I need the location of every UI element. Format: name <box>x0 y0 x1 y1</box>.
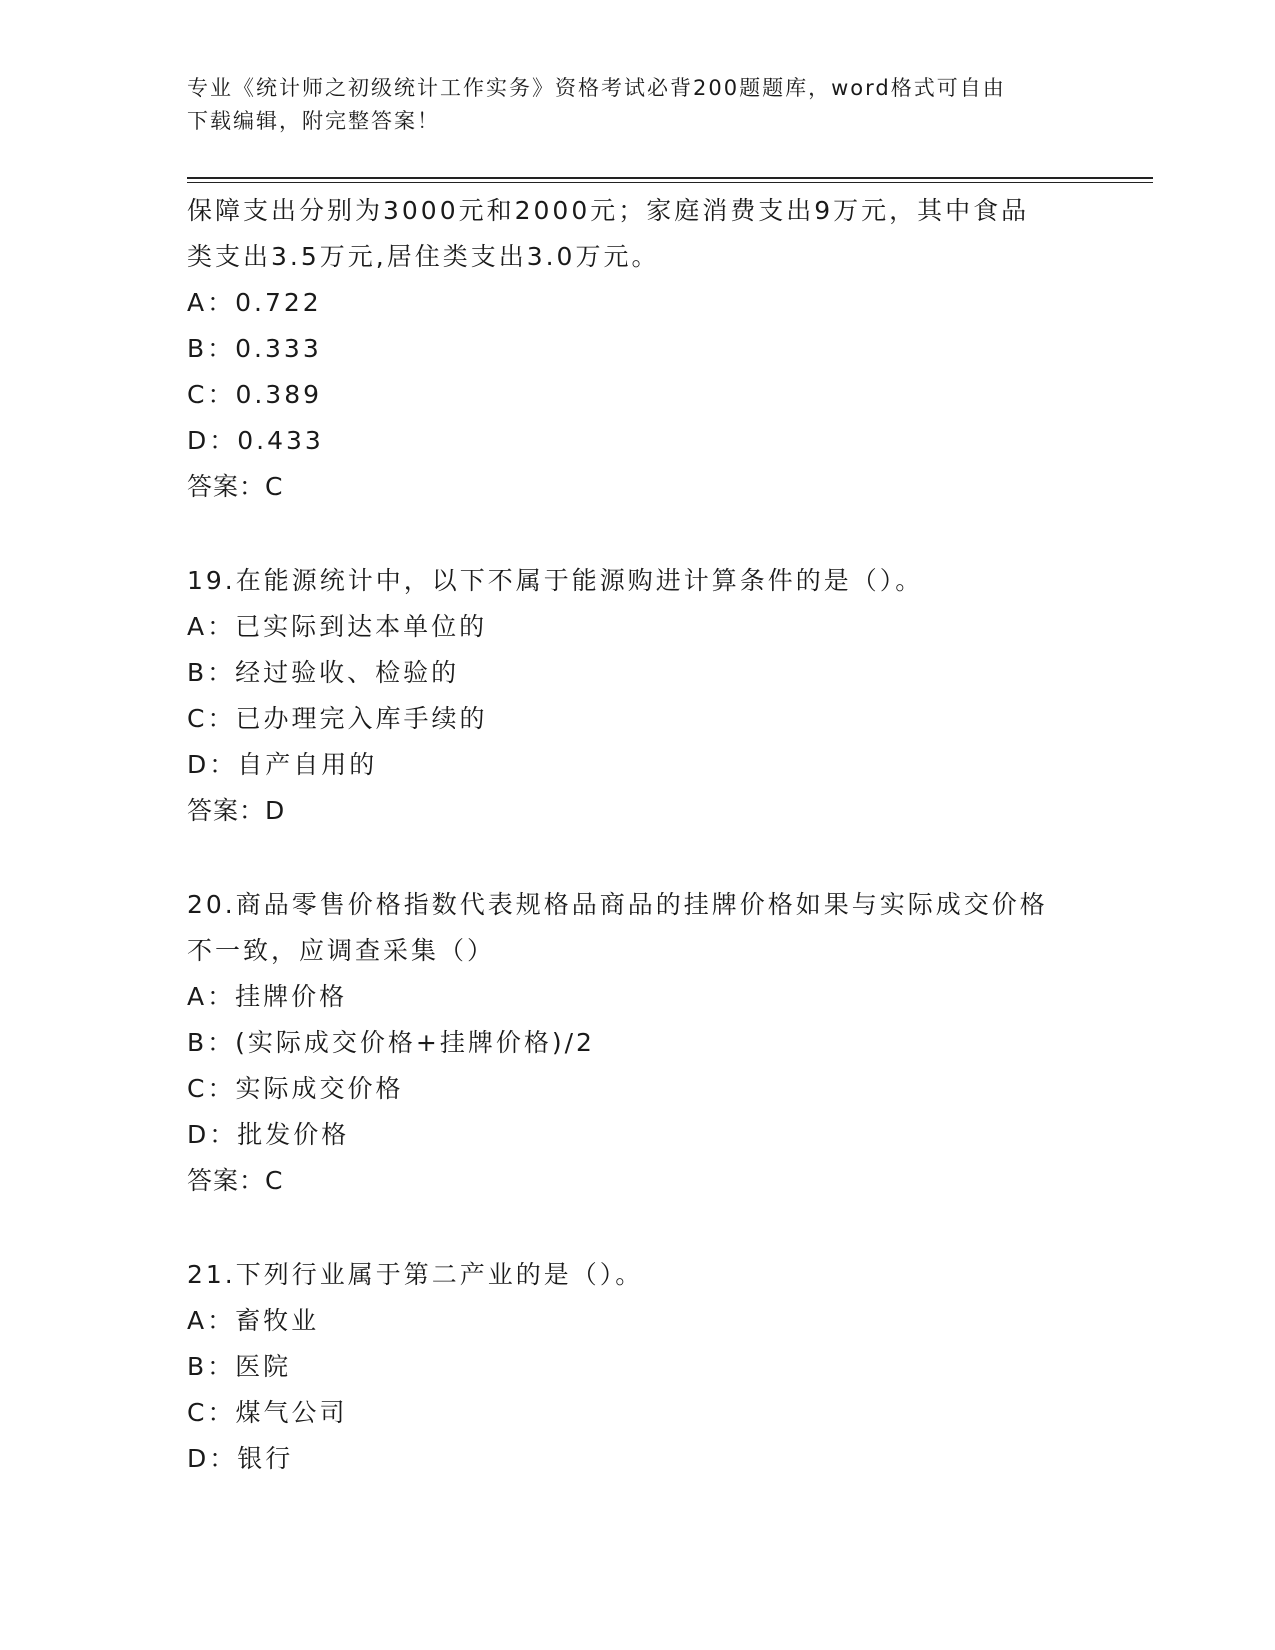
question-19-text: 19.在能源统计中，以下不属于能源购进计算条件的是（）。 <box>187 566 924 595</box>
question-20-text-line-1: 20.商品零售价格指数代表规格品商品的挂牌价格如果与实际成交价格 <box>187 890 1048 919</box>
question-20 <box>187 882 1087 1204</box>
option-c: C：已办理完入库手续的 <box>187 704 488 733</box>
question-19 <box>187 558 1087 834</box>
option-c: C：煤气公司 <box>187 1398 348 1427</box>
answer-line: 答案：C <box>187 1166 284 1195</box>
question-21-text: 21.下列行业属于第二产业的是（）。 <box>187 1260 644 1289</box>
option-c: C：0.389 <box>187 380 323 409</box>
option-a: A：0.722 <box>187 288 322 317</box>
question-18-text-line-1: 保障支出分别为3000元和2000元；家庭消费支出9万元，其中食品 <box>187 196 1030 225</box>
option-d: D：批发价格 <box>187 1120 350 1149</box>
answer-line: 答案：D <box>187 796 286 825</box>
option-d: D：0.433 <box>187 426 324 455</box>
header-divider-thin <box>187 182 1153 183</box>
question-list <box>187 188 1087 1482</box>
option-b: B：(实际成交价格+挂牌价格)/2 <box>187 1028 595 1057</box>
question-18 <box>187 188 1087 510</box>
option-a: A：挂牌价格 <box>187 982 348 1011</box>
header-line-1: 专业《统计师之初级统计工作实务》资格考试必背200题题库，word格式可自由 <box>187 76 1006 100</box>
option-a: A：畜牧业 <box>187 1306 320 1335</box>
header-divider-thick <box>187 177 1153 179</box>
option-d: D：自产自用的 <box>187 750 378 779</box>
question-21 <box>187 1252 1087 1482</box>
header-line-2: 下载编辑，附完整答案！ <box>187 109 440 133</box>
option-a: A：已实际到达本单位的 <box>187 612 488 641</box>
document-header <box>187 72 1067 138</box>
option-b: B：0.333 <box>187 334 322 363</box>
option-b: B：医院 <box>187 1352 292 1381</box>
option-c: C：实际成交价格 <box>187 1074 404 1103</box>
answer-line: 答案：C <box>187 472 284 501</box>
question-20-text-line-2: 不一致，应调查采集（） <box>187 936 496 965</box>
option-d: D：银行 <box>187 1444 294 1473</box>
option-b: B：经过验收、检验的 <box>187 658 460 687</box>
question-18-text-line-2: 类支出3.5万元,居住类支出3.0万元。 <box>187 242 660 271</box>
